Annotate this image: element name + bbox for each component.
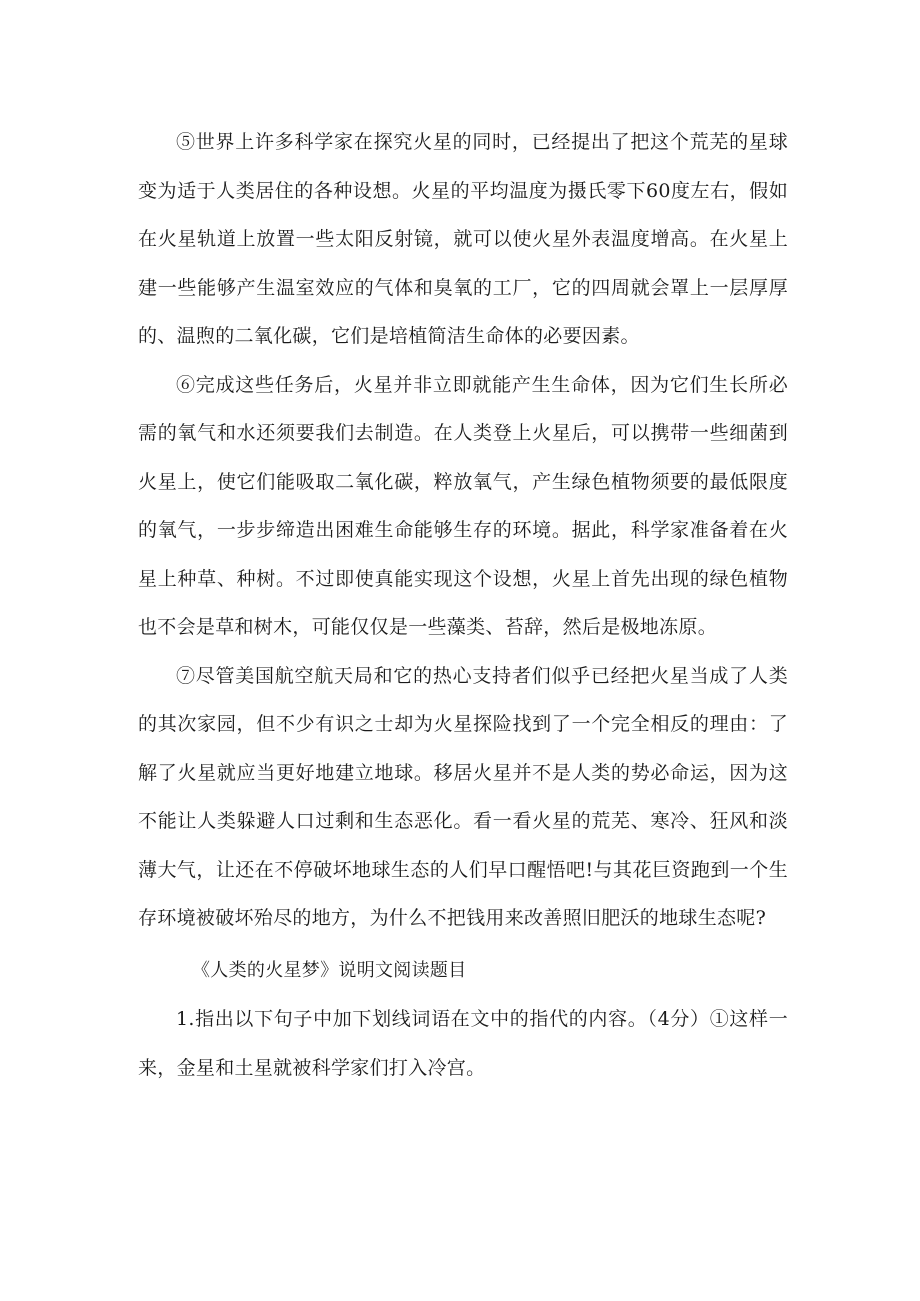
section-title: 《人类的火星梦》说明文阅读题目 [192, 959, 467, 981]
question-1: 1.指出以下句子中加下划线词语在文中的指代的内容。（4分）①这样一来，金星和土星就被科学家们打入冷宫。 [138, 1008, 788, 1079]
paragraph-5: ⑤世界上许多科学家在探究火星的同时，已经提出了把这个荒芜的星球变为适于人类居住的各种设想。火星的平均温度为摄氏零下60度左右，假如在火星轨道上放置一些太阳反射镜，就可以使火星外表温度增高。在火星上建一些能够产生温室效应的气体和臭氧的工厂，它的四周就会罩上一层厚厚的、温煦的二氧化碳，它们是培植简洁生命体的必要因素。 [138, 131, 788, 347]
paragraph-6: ⑥完成这些任务后，火星并非立即就能产生生命体，因为它们生长所必需的氧气和水还须要我们去制造。在人类登上火星后，可以携带一些细菌到火星上，使它们能吸取二氧化碳，粹放氧气，产生绿色植物须要的最低限度的氧气，一步步缔造出困难生命能够生存的环境。据此，科学家准备着在火星上种草、种树。不过即使真能实现这个设想，火星上首先出现的绿色植物也不会是草和树木，可能仅仅是一些藻类、苔辞，然后是极地冻原。 [138, 373, 788, 638]
paragraph-7: ⑦尽管美国航空航天局和它的热心支持者们似乎已经把火星当成了人类的其次家园，但不少有识之士却为火星探险找到了一个完全相反的理由：了解了火星就应当更好地建立地球。移居火星并不是人类的势必命运，因为这不能让人类躲避人口过剩和生态恶化。看一看火星的荒芜、寒冷、狂风和淡薄大气，让还在不停破坏地球生态的人们早口醒悟吧!与其花巨资跑到一个生存环境被破坏殆尽的地方，为什么不把钱用来改善照旧肥沃的地球生态呢? [138, 664, 788, 929]
document-body [138, 118, 788, 1092]
